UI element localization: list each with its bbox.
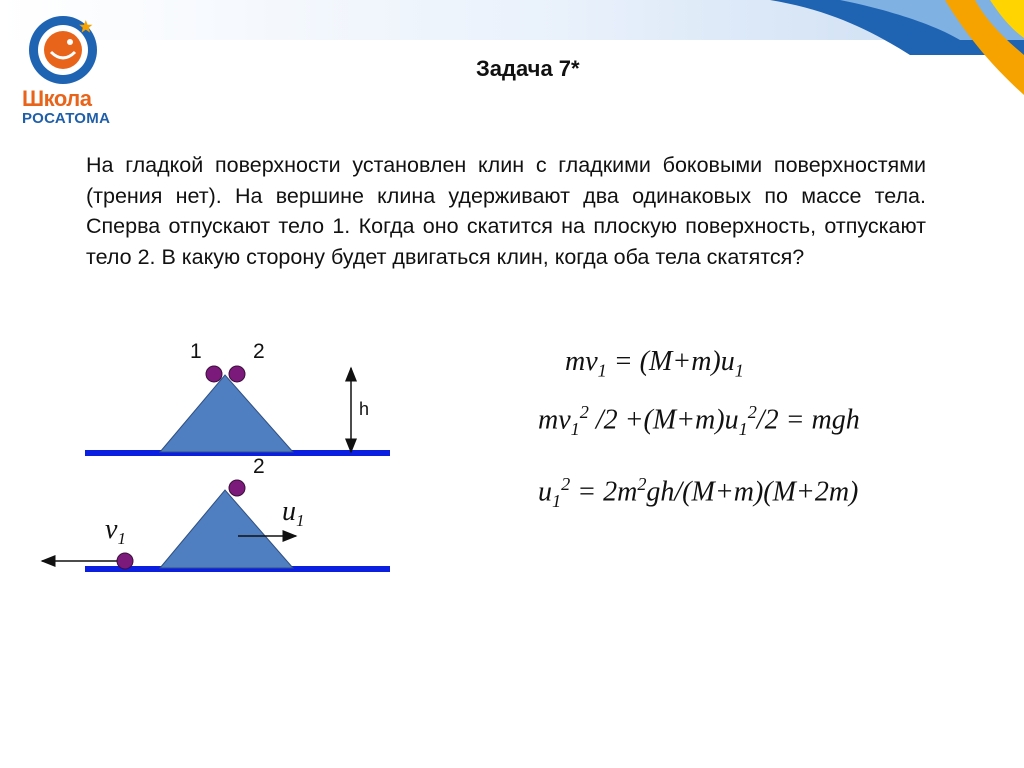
label-u1: [282, 496, 305, 530]
equation-momentum: $mv_1 = (M+m)u_1$: [565, 346, 744, 381]
label-body-1: 1: [190, 340, 202, 363]
label-v: v: [105, 514, 118, 545]
body-2-ball: [229, 366, 245, 382]
body-1-ball-lower: [117, 553, 133, 569]
wedge-diagram: [0, 320, 460, 600]
body-2-ball-lower: [229, 480, 245, 496]
label-body-2: 2: [253, 340, 265, 363]
logo-text-school: Школа: [22, 86, 92, 111]
label-v1: [105, 514, 126, 548]
problem-statement: На гладкой поверхности установлен клин с гладкими боковыми поверхностями (трения нет). На вершине клина удерживают два одинаковых по массе тела. Сперва отпускают тело 1. Когда оно скатится на плоскую поверхность, отпускают тело 2. В какую сторону будет двигаться клин, когда оба тела скатятся?: [86, 153, 926, 269]
logo-text-rosatom: РОСАТОМА: [22, 110, 111, 127]
label-u-subscript: 1: [296, 511, 305, 530]
slide-title: Задача 7*: [476, 56, 580, 81]
label-v-subscript: 1: [117, 529, 126, 548]
equation-energy: $mv_1^2$ $/2 +(M+m)u_1^2/2$ = mgh: [538, 402, 860, 439]
wedge-lower: [160, 490, 293, 568]
equation-u1-squared: $u_1^2 = 2m^2gh/(M+m)(M+2m)$: [538, 474, 859, 511]
label-body-2-lower: 2: [253, 455, 265, 478]
label-u: u: [282, 496, 296, 527]
body-1-ball: [206, 366, 222, 382]
wedge-upper: [160, 375, 293, 452]
label-height: h: [359, 399, 370, 419]
